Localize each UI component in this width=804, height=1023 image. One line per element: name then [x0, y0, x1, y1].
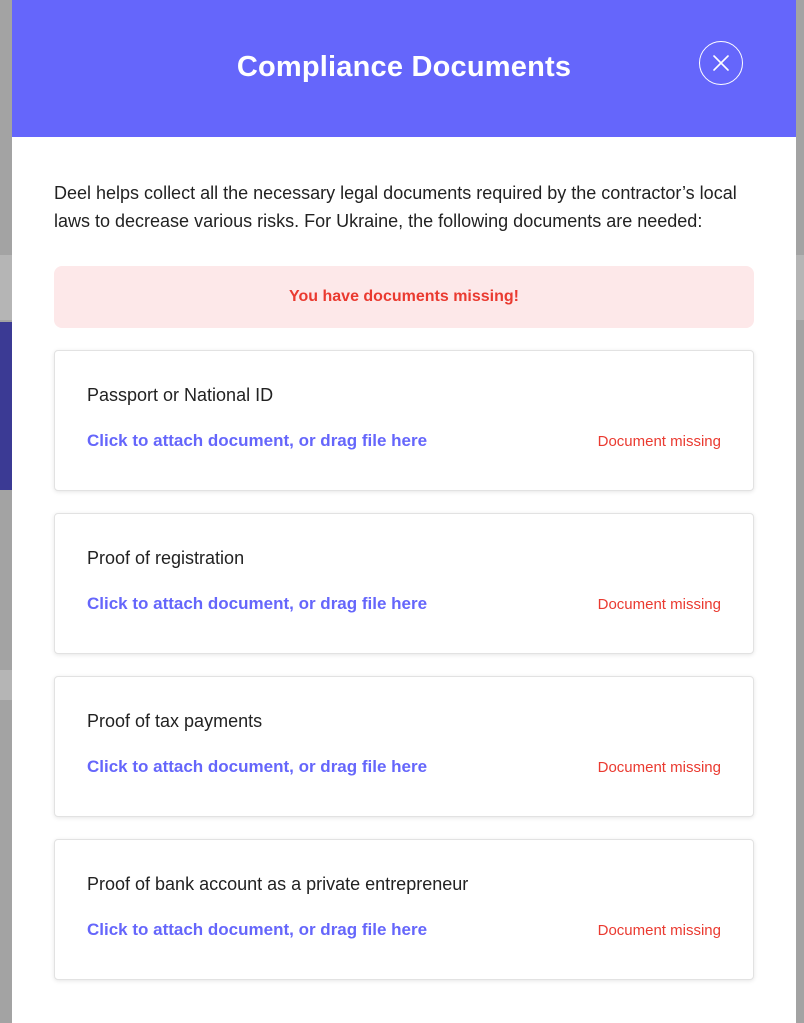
document-status: Document missing	[597, 595, 721, 613]
document-status: Document missing	[597, 921, 721, 939]
attach-document-link[interactable]: Click to attach document, or drag file here	[87, 920, 428, 939]
document-status: Document missing	[597, 432, 721, 450]
close-icon	[712, 54, 730, 72]
background-band	[0, 255, 12, 320]
document-card-registration	[54, 513, 754, 654]
compliance-documents-modal	[12, 0, 796, 1023]
background-banner	[0, 322, 12, 490]
document-card-passport	[54, 350, 754, 491]
modal-title: Compliance Documents	[236, 50, 572, 83]
modal-body	[12, 137, 796, 980]
attach-document-link[interactable]: Click to attach document, or drag file here	[87, 594, 428, 613]
missing-documents-alert	[54, 266, 754, 328]
document-title: Proof of bank account as a private entrepreneur	[87, 874, 469, 894]
modal-header	[12, 0, 796, 137]
background-band	[0, 670, 12, 700]
close-button[interactable]	[699, 41, 743, 85]
intro-text: Deel helps collect all the necessary legal documents required by the contractor’s local laws to decrease various risks. For Ukraine, the following documents are needed:	[54, 183, 737, 231]
document-title: Proof of tax payments	[87, 711, 263, 731]
document-title: Proof of registration	[87, 548, 245, 568]
attach-document-link[interactable]: Click to attach document, or drag file here	[87, 431, 428, 450]
document-card-tax-payments	[54, 676, 754, 817]
document-title: Passport or National ID	[87, 385, 274, 405]
alert-text: You have documents missing!	[289, 288, 519, 305]
background-band	[796, 255, 804, 320]
document-card-bank-account	[54, 839, 754, 980]
attach-document-link[interactable]: Click to attach document, or drag file here	[87, 757, 428, 776]
document-status: Document missing	[597, 758, 721, 776]
